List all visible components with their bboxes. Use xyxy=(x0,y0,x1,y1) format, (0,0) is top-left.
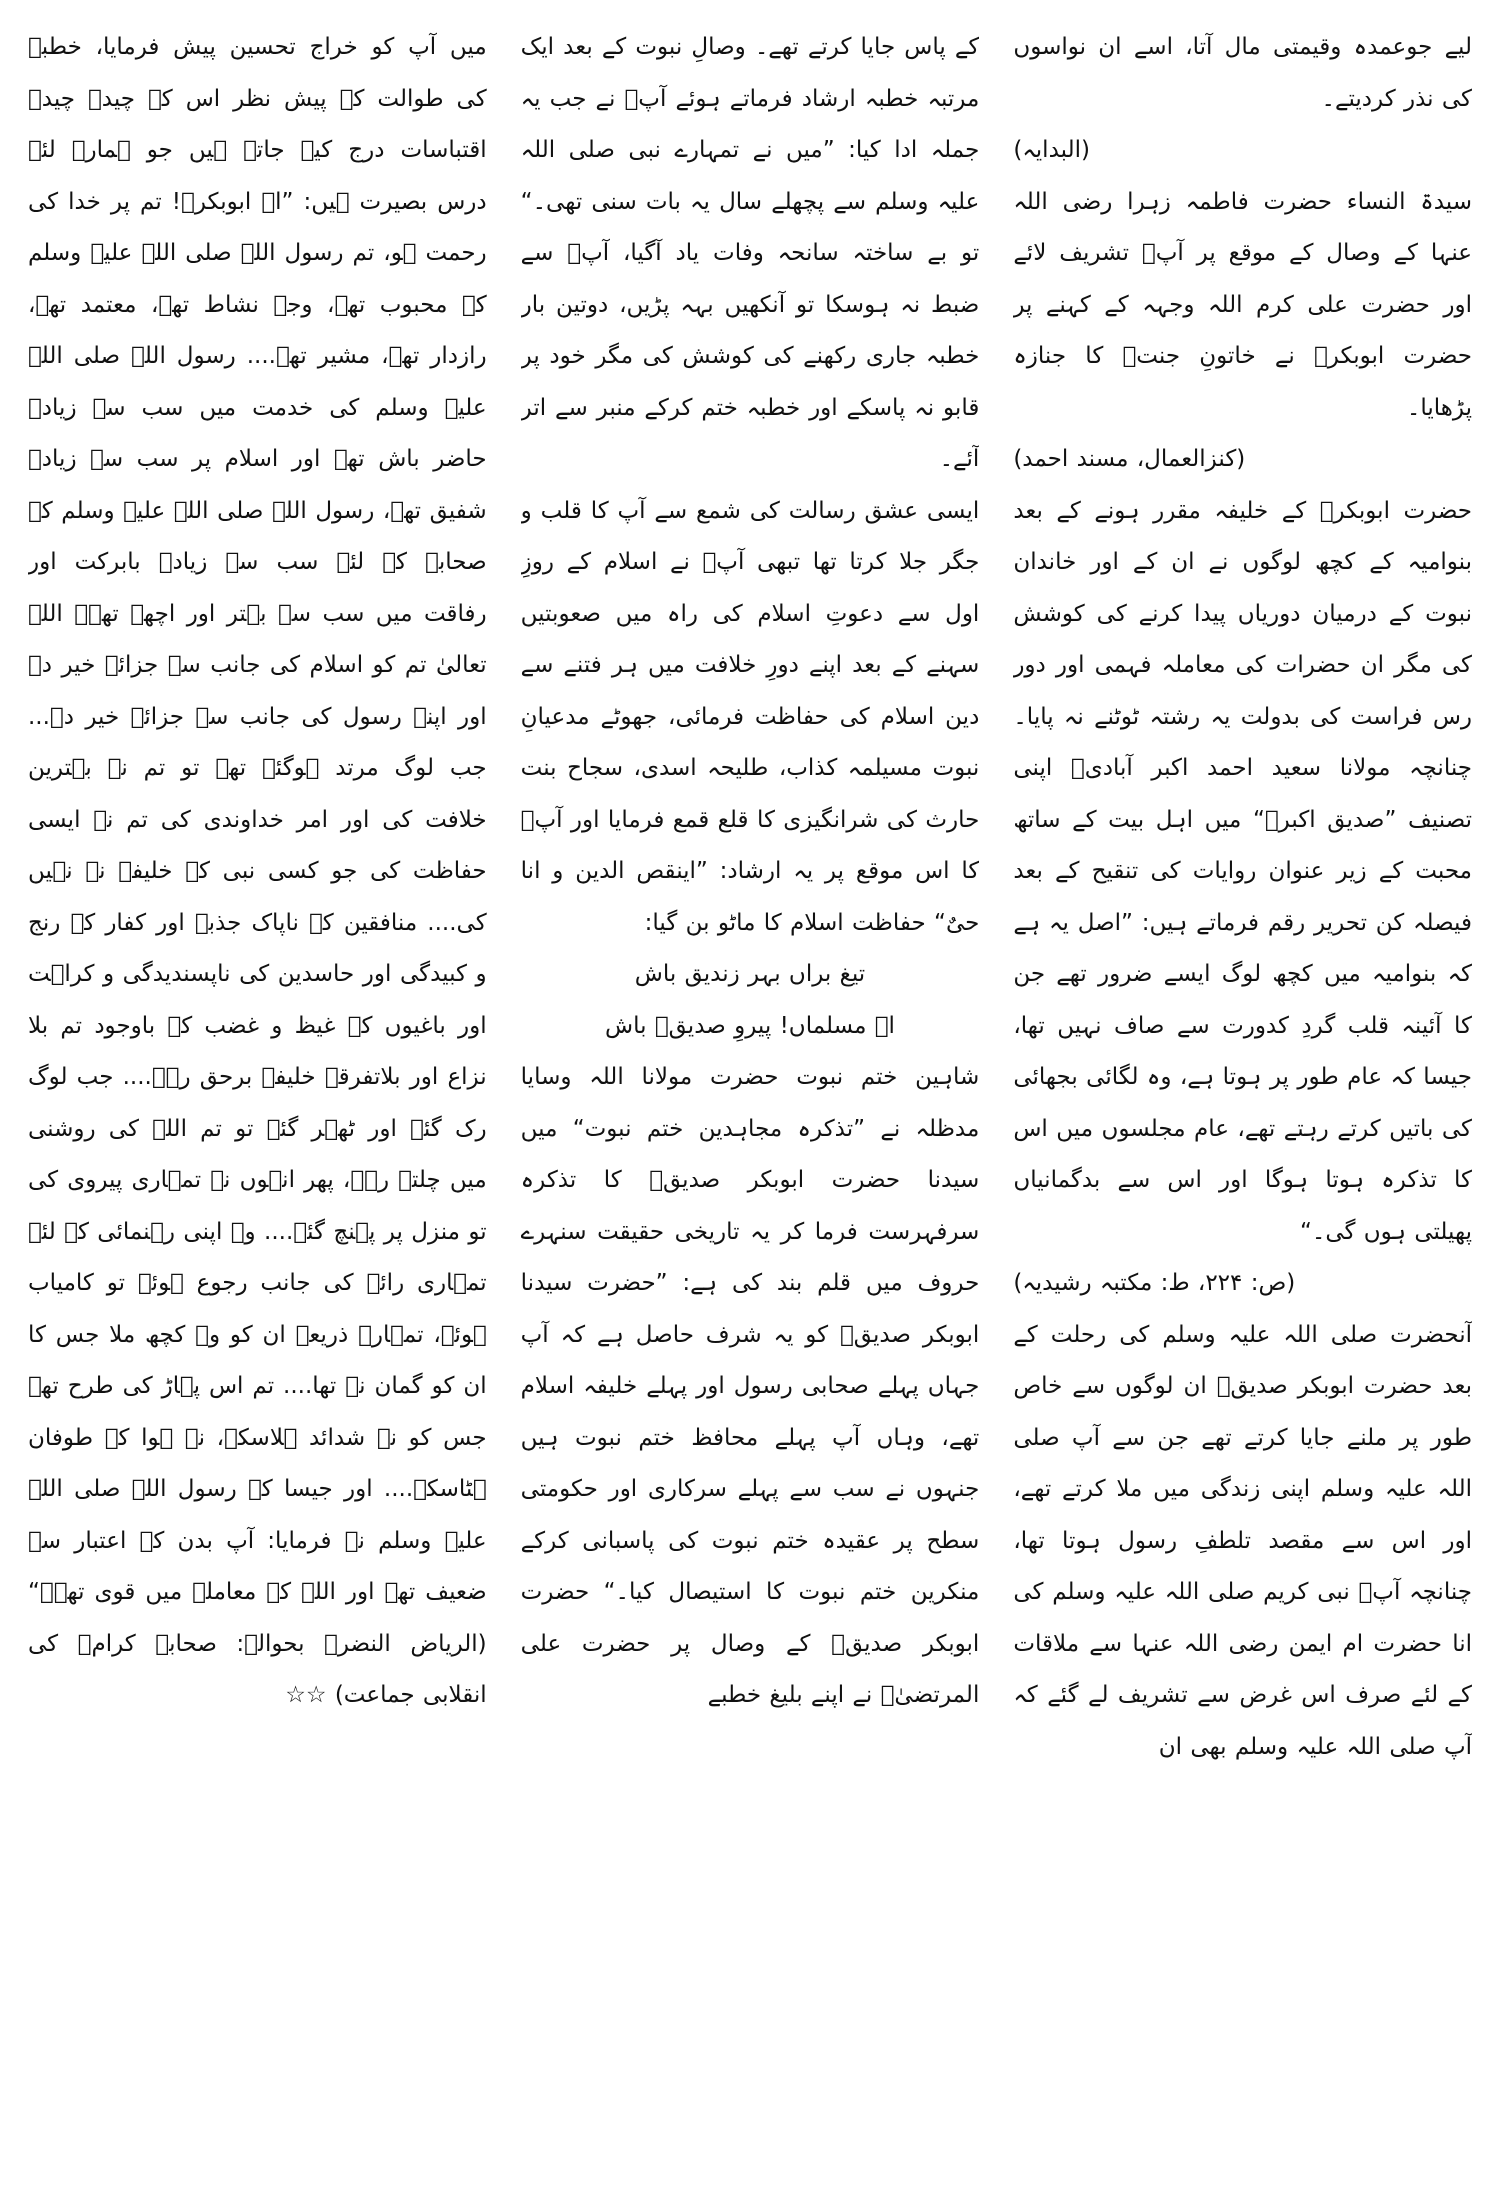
reference-citation: (ص: ۲۲۴، ط: مکتبہ رشیدیہ) xyxy=(1013,1270,1296,1296)
paragraph: حضرت ابوبکرؓ کے خلیفہ مقرر ہونے کے بعد بنوامیہ کے کچھ لوگوں نے ان کے اور خاندان نبوت کے درمیان دوریاں پیدا کرنے کی کوشش کی مگر ان حضرات کی معاملہ فہمی اور دور رس فراست کی بدولت یہ رشتہ ٹوٹنے نہ پایا۔ چنانچہ مولانا سعید احمد اکبر آبادیؒ اپنی تصنیف ”صدیق اکبرؓ“ میں اہل بیت کے ساتھ محبت کے زیر عنوان روایات کی تنقیح کے بعد فیصلہ کن تحریر رقم فرماتے ہیں: ”اصل یہ ہے کہ بنوامیہ میں کچھ لوگ ایسے ضرور تھے جن کا آئینہ قلب گردِ کدورت سے صاف نہیں تھا، جیسا کہ عام طور پر ہوتا ہے، وہ لگائی بجھائی کی باتیں کرتے رہتے تھے، عام مجلسوں میں اس کا تذکرہ ہوتا ہوگا اور اس سے بدگمانیاں پھیلتی ہوں گی۔“ xyxy=(1013,497,1472,1245)
reference-citation: (کنزالعمال، مسند احمد) xyxy=(1013,446,1246,472)
paragraph: سیدۃ النساء حضرت فاطمہ زہرا رضی اللہ عنہا کے وصال کے موقع پر آپؓ تشریف لائے اور حضرت علی کرم اللہ وجہہ کے کہنے پر حضرت ابوبکرؓ نے خاتونِ جنتؓ کا جنازہ پڑھایا۔ xyxy=(1013,188,1472,421)
article-column-right xyxy=(1013,22,1472,2180)
paragraph: شاہین ختم نبوت حضرت مولانا اللہ وسایا مدظلہ نے ”تذکرہ مجاہدین ختم نبوت“ میں سیدنا حضرت ابوبکر صدیقؓ کا تذکرہ سرفہرست فرما کر یہ تاریخی حقیقت سنہرے حروف میں قلم بند کی ہے: ”حضرت سیدنا ابوبکر صدیقؓ کو یہ شرف حاصل ہے کہ آپ جہاں پہلے صحابی رسول اور پہلے خلیفہ اسلام تھے، وہاں آپ پہلے محافظ ختم نبوت ہیں جنہوں نے سب سے پہلے سرکاری اور حکومتی سطح پر عقیدہ ختم نبوت کی پاسبانی کرکے منکرین ختم نبوت کا استیصال کیا۔“ حضرت ابوبکر صدیقؓ کے وصال پر حضرت علی المرتضیٰؓ نے اپنے بلیغ خطبے xyxy=(520,1064,980,1708)
paragraph: میں آپ کو خراج تحسین پیش فرمایا، خطبے کی طوالت کے پیش نظر اس کے چیدہ چیدہ اقتباسات درج کیے جاتے ہیں جو ہمارے لئے درس بصیرت ہیں: ”اے ابوبکرؓ! تم پر خدا کی رحمت ہو، تم رسول اللہ صلی اللہ علیہ وسلم کے محبوب تھے، وجۂ نشاط تھے، معتمد تھے، رازدار تھے، مشیر تھے.... رسول اللہ صلی اللہ علیہ وسلم کی خدمت میں سب سے زیادہ حاضر باش تھے اور اسلام پر سب سے زیادہ شفیق تھے، رسول اللہ صلی اللہ علیہ وسلم کے صحابہ کے لئے سب سے زیادہ بابرکت اور رفاقت میں سب سے بہتر اور اچھے تھے۔ اللہ تعالیٰ تم کو اسلام کی جانب سے جزائے خیر دے اور اپنے رسول کی جانب سے جزائے خیر دے... جب لوگ مرتد ہوگئے تھے تو تم نے بہترین خلافت کی اور امر خداوندی کی تم نے ایسی حفاظت کی جو کسی نبی کے خلیفہ نے نہیں کی.... منافقین کے ناپاک جذبہ اور کفار کے رنج و کبیدگی اور حاسدین کی ناپسندیدگی و کراہت اور باغیوں کے غیظ و غضب کے باوجود تم بلا نزاع اور بلاتفرقہ خلیفہ برحق رہے.... جب لوگ رک گئے اور ٹھہر گئے تو تم اللہ کی روشنی میں چلتے رہے، پھر انہوں نے تمہاری پیروی کی تو منزل پر پہنچ گئے.... وہ اپنی رہنمائی کے لئے تمہاری رائے کی جانب رجوع ہوئے تو کامیاب ہوئے، تمہارے ذریعے ان کو وہ کچھ ملا جس کا ان کو گمان نہ تھا.... تم اس پہاڑ کی طرح تھے جس کو نہ شدائد ہلاسکے، نہ ہوا کے طوفان ہٹاسکے.... اور جیسا کہ رسول اللہ صلی اللہ علیہ وسلم نے فرمایا: آپ بدن کے اعتبار سے ضعیف تھے اور اللہ کے معاملے میں قوی تھے۔“ (الریاض النضرۃ بحوالہ: صحابہ کرامؓ کی انقلابی جماعت) ☆☆ xyxy=(27,34,487,1708)
article-column-left xyxy=(28,22,487,2180)
poetry-verse-line: تیغ براں بہر زندیق باش xyxy=(634,961,866,987)
paragraph: کے پاس جایا کرتے تھے۔ وصالِ نبوت کے بعد ایک مرتبہ خطبہ ارشاد فرماتے ہوئے آپؓ نے جب یہ جملہ ادا کیا: ”میں نے تمہارے نبی صلی اللہ علیہ وسلم سے پچھلے سال یہ بات سنی تھی۔“ تو بے ساختہ سانحہ وفات یاد آگیا، آپؓ سے ضبط نہ ہوسکا تو آنکھیں بہہ پڑیں، دوتین بار خطبہ جاری رکھنے کی کوشش کی مگر خود پر قابو نہ پاسکے اور خطبہ ختم کرکے منبر سے اتر آئے۔ xyxy=(520,34,980,472)
poetry-verse-line: اے مسلماں! پیروِ صدیقؓ باش xyxy=(605,1012,895,1039)
reference-citation: (البدایہ) xyxy=(1013,137,1090,163)
paragraph: لیے جوعمدہ وقیمتی مال آتا، اسے ان نواسوں کی نذر کردیتے۔ xyxy=(1013,34,1472,112)
paragraph: آنحضرت صلی اللہ علیہ وسلم کی رحلت کے بعد حضرت ابوبکر صدیقؓ ان لوگوں سے خاص طور پر ملنے جایا کرتے تھے جن سے آپ صلی اللہ علیہ وسلم اپنی زندگی میں ملا کرتے تھے، اور اس سے مقصد تلطفِ رسول ہوتا تھا، چنانچہ آپؓ نبی کریم صلی اللہ علیہ وسلم کی انا حضرت ام ایمن رضی اللہ عنہا سے ملاقات کے لئے صرف اس غرض سے تشریف لے گئے کہ آپ صلی اللہ علیہ وسلم بھی ان xyxy=(1013,1321,1472,1760)
article-column-middle xyxy=(521,22,980,2180)
paragraph: ایسی عشق رسالت کی شمع سے آپ کا قلب و جگر جلا کرتا تھا تبھی آپؓ نے اسلام کے روزِ اول سے دعوتِ اسلام کی راہ میں صعوبتیں سہنے کے بعد اپنے دورِ خلافت میں ہر فتنے سے دین اسلام کی حفاظت فرمائی، جھوٹے مدعیانِ نبوت مسیلمہ کذاب، طلیحہ اسدی، سجاح بنت حارث کی شرانگیزی کا قلع قمع فرمایا اور آپؓ کا اس موقع پر یہ ارشاد: ”اینقص الدین و انا حیٌ“ حفاظت اسلام کا ماٹو بن گیا: xyxy=(520,497,980,936)
